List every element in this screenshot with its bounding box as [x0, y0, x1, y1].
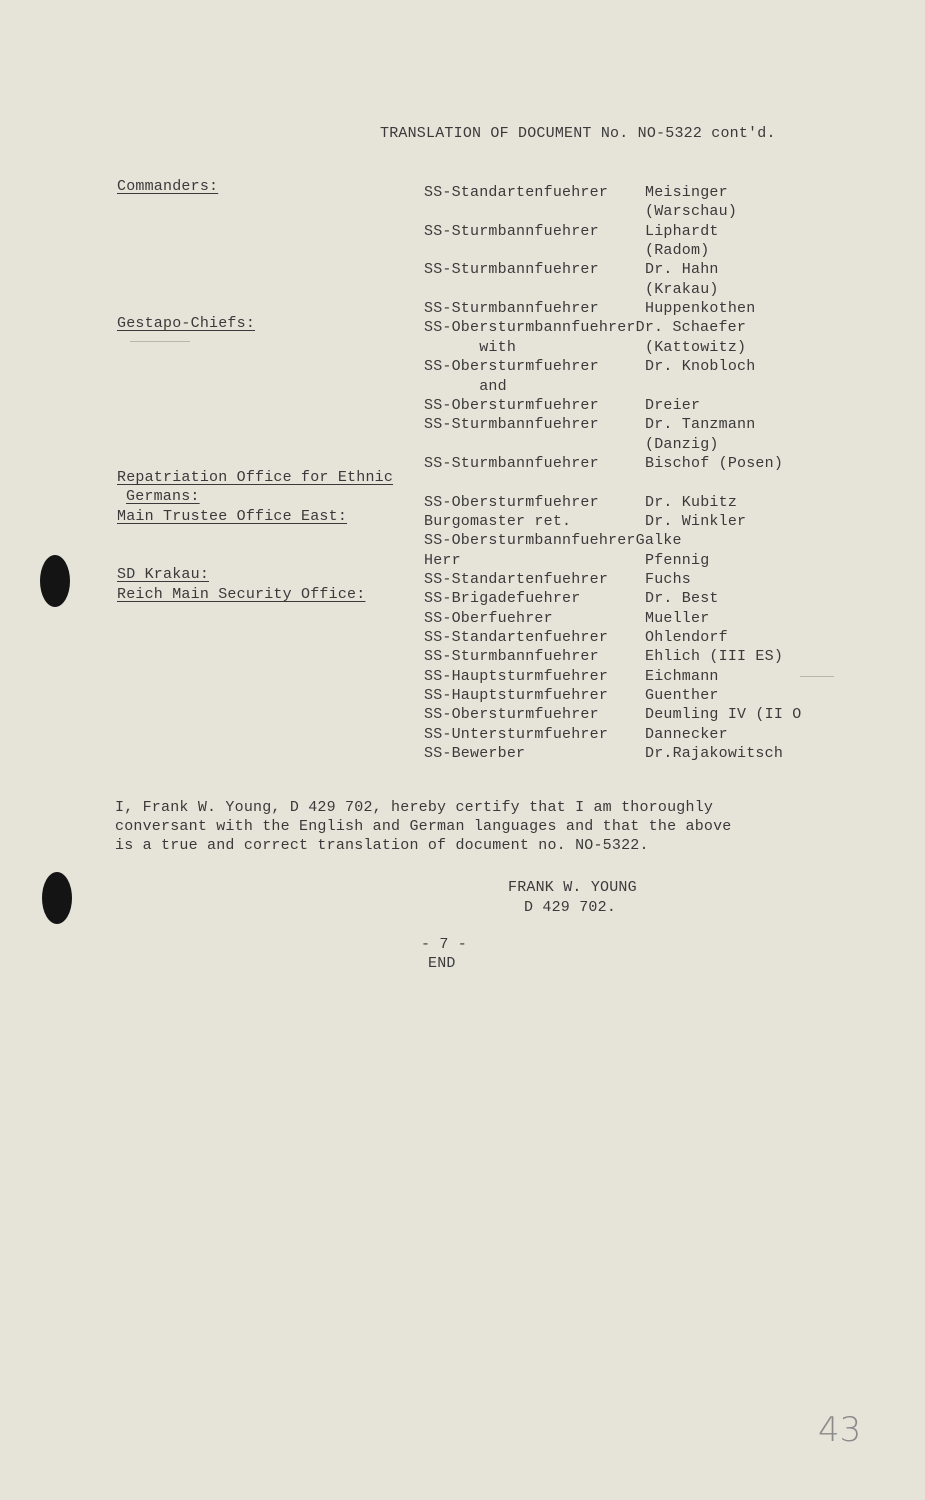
name-cell: Huppenkothen: [645, 300, 756, 317]
signature-name: FRANK W. YOUNG: [508, 879, 637, 896]
rank-cell: SS-Brigadefuehrer: [424, 590, 581, 607]
section-label: SD Krakau:: [117, 566, 210, 583]
section-label: Gestapo-Chiefs:: [117, 315, 256, 332]
punch-hole-top: [40, 555, 70, 607]
rank-cell: with: [424, 339, 517, 356]
end-marker: END: [428, 955, 456, 972]
rank-cell: SS-Sturmbannfuehrer: [424, 416, 599, 433]
name-cell: Ehlich (III ES): [645, 648, 784, 665]
rank-cell: SS-Sturmbannfuehrer: [424, 648, 599, 665]
document-header: TRANSLATION OF DOCUMENT No. NO-5322 cont'd.: [380, 125, 776, 142]
name-cell: (Danzig): [645, 436, 719, 453]
section-label: Commanders:: [117, 178, 219, 195]
section-label: Reich Main Security Office:: [117, 586, 366, 603]
rank-cell: SS-Sturmbannfuehrer: [424, 300, 599, 317]
name-cell: Dr. Tanzmann: [645, 416, 756, 433]
name-cell: Dr. Kubitz: [645, 494, 738, 511]
name-cell: Dr. Knobloch: [645, 358, 756, 375]
name-cell: Mueller: [645, 610, 710, 627]
certification-line: I, Frank W. Young, D 429 702, hereby certify that I am thoroughly: [115, 799, 714, 816]
name-cell: Pfennig: [645, 552, 710, 569]
name-cell: Eichmann: [645, 668, 719, 685]
name-cell: Bischof (Posen): [645, 455, 784, 472]
stray-mark: [130, 341, 190, 342]
name-cell: Dr.Rajakowitsch: [645, 745, 784, 762]
rank-cell: SS-Standartenfuehrer: [424, 571, 609, 588]
certification-line: is a true and correct translation of document no. NO-5322.: [115, 837, 649, 854]
name-cell: Dr. Best: [645, 590, 719, 607]
rank-cell: SS-Obersturmfuehrer: [424, 706, 599, 723]
page-number: - 7 -: [421, 936, 468, 953]
rank-cell: SS-Hauptsturmfuehrer: [424, 687, 609, 704]
rank-cell: and: [424, 378, 507, 395]
signature-id: D 429 702.: [524, 899, 617, 916]
section-label: Main Trustee Office East:: [117, 508, 348, 525]
name-cell: Fuchs: [645, 571, 692, 588]
rank-cell: SS-Sturmbannfuehrer: [424, 261, 599, 278]
rank-cell: SS-Obersturmfuehrer: [424, 494, 599, 511]
rank-cell: SS-Untersturmfuehrer: [424, 726, 609, 743]
rank-cell: SS-Standartenfuehrer: [424, 184, 609, 201]
name-cell: Dr. Hahn: [645, 261, 719, 278]
rank-cell: SS-Bewerber: [424, 745, 526, 762]
section-label: Repatriation Office for Ethnic: [117, 469, 394, 486]
rank-cell: SS-Sturmbannfuehrer: [424, 455, 599, 472]
rank-cell: Burgomaster ret.: [424, 513, 572, 530]
rank-cell: SS-Obersturmfuehrer: [424, 397, 599, 414]
name-cell: (Radom): [645, 242, 710, 259]
name-cell: Meisinger: [645, 184, 728, 201]
rank-cell: SS-ObersturmbannfuehrerDr. Schaefer: [424, 319, 747, 336]
certification-line: conversant with the English and German languages and that the above: [115, 818, 732, 835]
name-cell: Dr. Winkler: [645, 513, 747, 530]
rank-cell: SS-Sturmbannfuehrer: [424, 223, 599, 240]
name-cell: (Krakau): [645, 281, 719, 298]
name-cell: Ohlendorf: [645, 629, 728, 646]
rank-cell: SS-Standartenfuehrer: [424, 629, 609, 646]
rank-cell: SS-ObersturmbannfuehrerGalke: [424, 532, 682, 549]
name-cell: Dannecker: [645, 726, 728, 743]
rank-cell: SS-Oberfuehrer: [424, 610, 553, 627]
rank-cell: SS-Hauptsturmfuehrer: [424, 668, 609, 685]
name-cell: Guenther: [645, 687, 719, 704]
name-cell: Deumling IV (II O: [645, 706, 802, 723]
name-cell: (Warschau): [645, 203, 738, 220]
handwritten-page-number: 43: [818, 1410, 862, 1450]
stray-mark: [800, 676, 834, 677]
name-cell: (Kattowitz): [645, 339, 747, 356]
section-label: Germans:: [126, 488, 200, 505]
name-cell: Dreier: [645, 397, 701, 414]
name-cell: Liphardt: [645, 223, 719, 240]
rank-cell: SS-Obersturmfuehrer: [424, 358, 599, 375]
punch-hole-bottom: [42, 872, 72, 924]
rank-cell: Herr: [424, 552, 461, 569]
